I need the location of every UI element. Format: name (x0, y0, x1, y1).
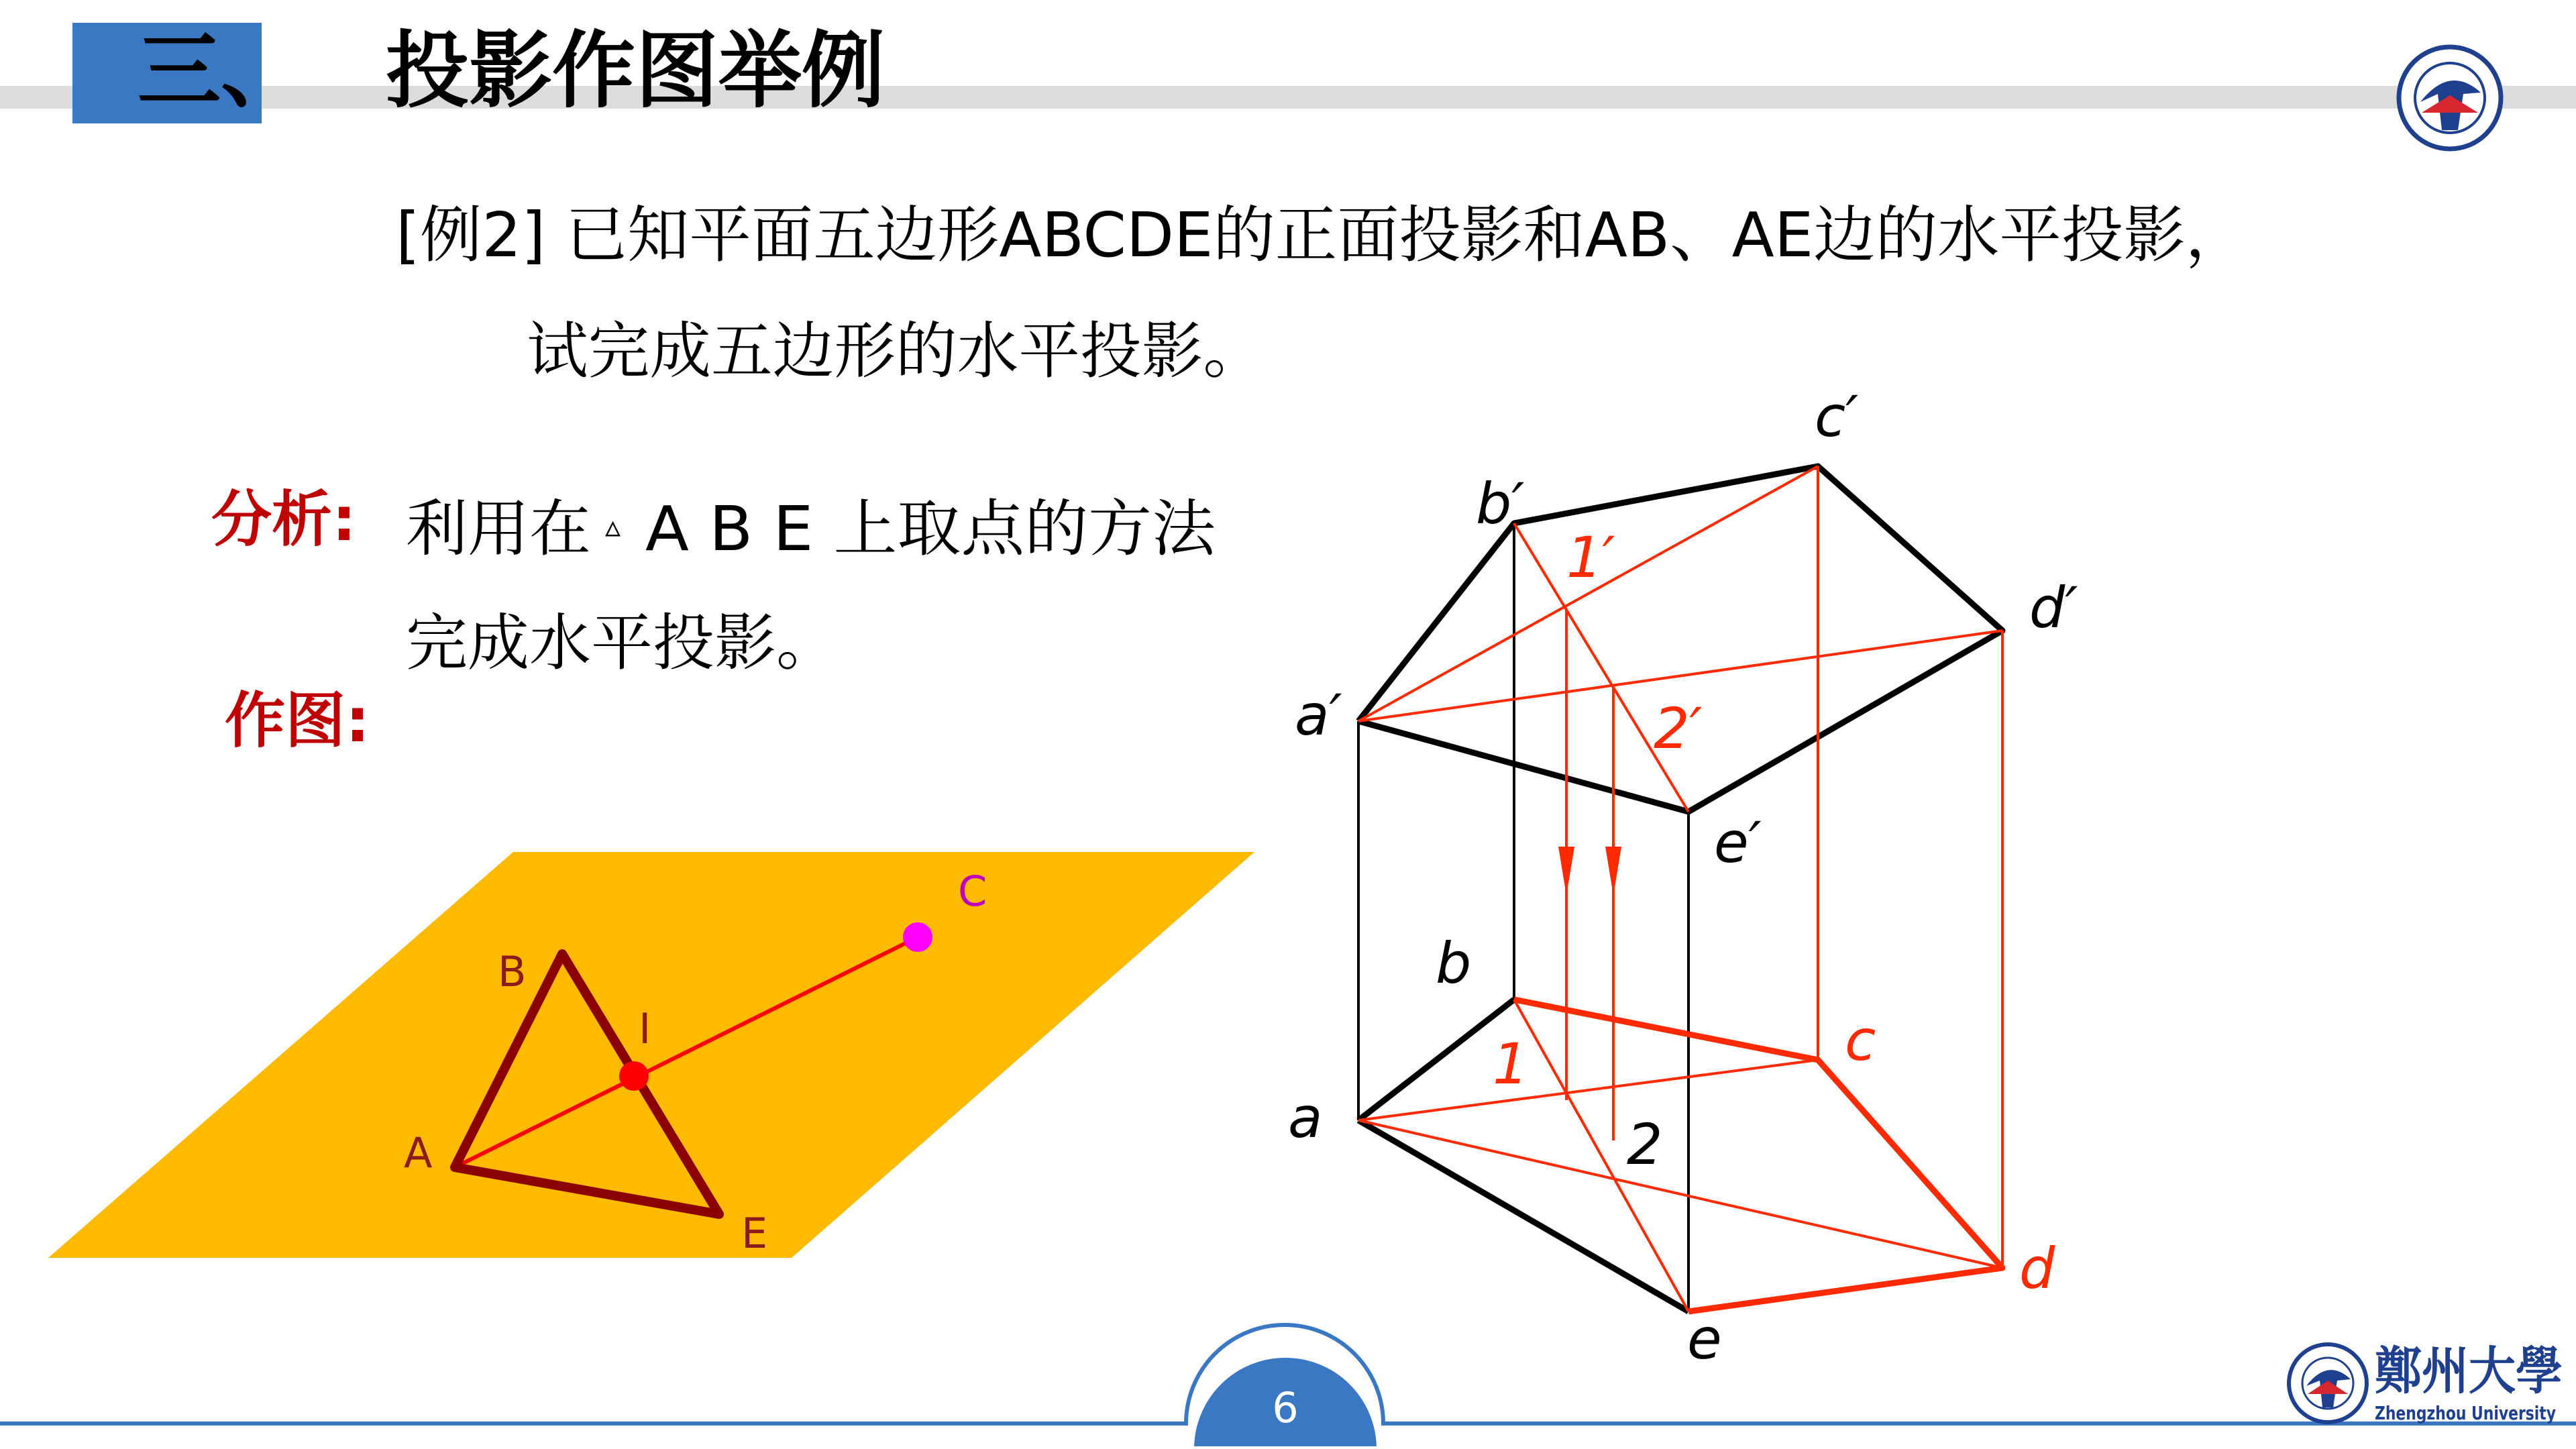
top-view-red-edges (1514, 1000, 2002, 1311)
analysis-triangle-symbol: ▵ (605, 508, 621, 544)
label-b-prime: b′ (1476, 471, 1525, 537)
top-line-a-d (1358, 1120, 2002, 1268)
label-d: d (2019, 1236, 2055, 1301)
label-c-prime: c′ (1815, 384, 1859, 449)
point-c (903, 922, 932, 952)
label-e: e (1687, 1306, 1722, 1372)
projection-figure (1288, 384, 2078, 1372)
label-c: c (1845, 1008, 1876, 1073)
intersection-point-i (619, 1061, 649, 1091)
plane-label-e: E (741, 1209, 768, 1258)
label-a-prime: a′ (1295, 682, 1342, 748)
header-title: 投影作图举例 (386, 23, 885, 119)
arrow-down-icon-1 (1558, 847, 1574, 896)
university-logo-bottom (2289, 1341, 2563, 1424)
problem-statement (396, 199, 2247, 387)
slide-footer (0, 1325, 2576, 1449)
university-name-cn: 鄭州大學 (2375, 1341, 2563, 1401)
plane-label-c: C (958, 867, 987, 916)
plane-label-i: I (639, 1004, 651, 1053)
analysis-line-2: 完成水平投影。 (406, 607, 839, 679)
analysis-line-1-prefix: 利用在 (406, 493, 592, 565)
arrow-down-icon-2 (1605, 847, 1621, 896)
page-number: 6 (1272, 1383, 1299, 1432)
label-d-prime: d′ (2029, 575, 2078, 641)
plane-label-a: A (404, 1128, 433, 1177)
problem-line-2: 试完成五边形的水平投影。 (527, 315, 1265, 387)
analysis-section (211, 484, 1216, 679)
problem-line-1: [例2] 已知平面五边形ABCDE的正面投影和AB、AE边的水平投影， (396, 199, 2248, 271)
yellow-plane (48, 852, 1254, 1258)
label-e-prime: e′ (1714, 810, 1762, 875)
front-line-a-c (1358, 466, 1818, 721)
plane-label-b: B (498, 947, 527, 996)
university-name-en: Zhengzhou University (2375, 1402, 2556, 1424)
analysis-label: 分析: (211, 484, 356, 555)
construction-label: 作图: (225, 686, 370, 756)
plane-figure (48, 852, 1254, 1258)
label-2: 2 (1627, 1112, 1663, 1177)
analysis-line-1-suffix: A B E 上取点的方法 (645, 493, 1217, 565)
header-section-number: 三、 (138, 23, 305, 119)
label-a: a (1288, 1085, 1323, 1150)
label-2-prime: 2′ (1654, 696, 1703, 761)
label-1-prime: 1′ (1566, 525, 1615, 590)
university-logo-top (2399, 47, 2501, 149)
label-1: 1 (1493, 1031, 1529, 1097)
label-b: b (1436, 930, 1472, 996)
slide-header (0, 23, 2576, 123)
